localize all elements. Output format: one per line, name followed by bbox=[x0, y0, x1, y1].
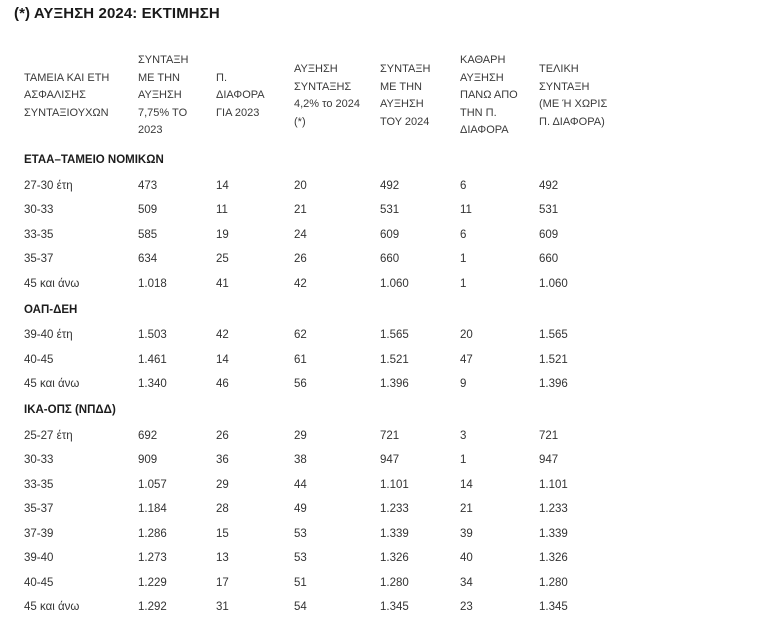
table-row bbox=[14, 348, 619, 373]
cell-pension-2024: 1.396 bbox=[370, 373, 450, 398]
cell-net-increase: 47 bbox=[450, 348, 529, 373]
cell-final-pension: 1.280 bbox=[529, 571, 619, 596]
cell-increase-2024: 44 bbox=[284, 473, 370, 498]
cell-final-pension: 660 bbox=[529, 248, 619, 273]
cell-pension-2024: 1.326 bbox=[370, 547, 450, 572]
table-row bbox=[14, 498, 619, 523]
cell-increase-2024: 62 bbox=[284, 324, 370, 349]
cell-net-increase: 20 bbox=[450, 324, 529, 349]
cell-pension-2024: 531 bbox=[370, 199, 450, 224]
cell-net-increase: 14 bbox=[450, 473, 529, 498]
cell-pension-2024: 1.233 bbox=[370, 498, 450, 523]
cell-fund-years: 40-45 bbox=[14, 348, 128, 373]
cell-net-increase: 11 bbox=[450, 199, 529, 224]
cell-pension-2024: 947 bbox=[370, 449, 450, 474]
cell-personal-difference-2023: 46 bbox=[206, 373, 284, 398]
cell-pension-2023: 1.229 bbox=[128, 571, 206, 596]
header-increase-2024: ΑΥΞΗΣΗ ΣΥΝΤΑΞΗΣ 4,2% το 2024 (*) bbox=[284, 45, 370, 147]
header-pension-2023: ΣΥΝΤΑΞΗ ΜΕ ΤΗΝ ΑΥΞΗΣΗ 7,75% ΤΟ 2023 bbox=[128, 45, 206, 147]
cell-personal-difference-2023: 42 bbox=[206, 324, 284, 349]
cell-pension-2023: 1.286 bbox=[128, 522, 206, 547]
cell-net-increase: 9 bbox=[450, 373, 529, 398]
table-header-row bbox=[14, 45, 619, 147]
cell-increase-2024: 51 bbox=[284, 571, 370, 596]
group-header-row bbox=[14, 297, 619, 324]
cell-fund-years: 40-45 bbox=[14, 571, 128, 596]
cell-increase-2024: 49 bbox=[284, 498, 370, 523]
cell-pension-2023: 473 bbox=[128, 174, 206, 199]
table-row bbox=[14, 424, 619, 449]
table-row bbox=[14, 449, 619, 474]
table-row bbox=[14, 473, 619, 498]
cell-personal-difference-2023: 28 bbox=[206, 498, 284, 523]
header-net-increase: ΚΑΘΑΡΗ ΑΥΞΗΣΗ ΠΑΝΩ ΑΠΟ ΤΗΝ Π. ΔΙΑΦΟΡΑ bbox=[450, 45, 529, 147]
page-title: (*) ΑΥΞΗΣΗ 2024: ΕΚΤΙΜΗΣΗ bbox=[14, 5, 220, 22]
cell-pension-2023: 509 bbox=[128, 199, 206, 224]
cell-final-pension: 1.326 bbox=[529, 547, 619, 572]
cell-fund-years: 37-39 bbox=[14, 522, 128, 547]
group-name: ΟΑΠ-ΔΕΗ bbox=[14, 297, 619, 324]
table-row bbox=[14, 373, 619, 398]
cell-pension-2023: 1.057 bbox=[128, 473, 206, 498]
cell-final-pension: 1.233 bbox=[529, 498, 619, 523]
cell-pension-2023: 1.018 bbox=[128, 272, 206, 297]
cell-pension-2023: 1.273 bbox=[128, 547, 206, 572]
cell-pension-2024: 721 bbox=[370, 424, 450, 449]
cell-fund-years: 39-40 bbox=[14, 547, 128, 572]
cell-net-increase: 34 bbox=[450, 571, 529, 596]
cell-pension-2023: 692 bbox=[128, 424, 206, 449]
table-row bbox=[14, 223, 619, 248]
header-personal-difference-2023: Π. ΔΙΑΦΟΡΑ ΓΙΑ 2023 bbox=[206, 45, 284, 147]
header-final-pension: ΤΕΛΙΚΗ ΣΥΝΤΑΞΗ (ΜΕ Ή ΧΩΡΙΣ Π. ΔΙΑΦΟΡΑ) bbox=[529, 45, 619, 147]
cell-net-increase: 1 bbox=[450, 248, 529, 273]
cell-fund-years: 30-33 bbox=[14, 199, 128, 224]
cell-personal-difference-2023: 29 bbox=[206, 473, 284, 498]
table-row bbox=[14, 571, 619, 596]
cell-final-pension: 1.521 bbox=[529, 348, 619, 373]
cell-pension-2023: 1.340 bbox=[128, 373, 206, 398]
table-row bbox=[14, 324, 619, 349]
header-fund-years: ΤΑΜΕΙΑ ΚΑΙ ΕΤΗ ΑΣΦΑΛΙΣΗΣ ΣΥΝΤΑΞΙΟΥΧΩΝ bbox=[14, 45, 128, 147]
table-row bbox=[14, 199, 619, 224]
cell-final-pension: 609 bbox=[529, 223, 619, 248]
cell-personal-difference-2023: 36 bbox=[206, 449, 284, 474]
cell-personal-difference-2023: 14 bbox=[206, 174, 284, 199]
table-row bbox=[14, 547, 619, 572]
cell-pension-2023: 585 bbox=[128, 223, 206, 248]
cell-personal-difference-2023: 13 bbox=[206, 547, 284, 572]
cell-personal-difference-2023: 17 bbox=[206, 571, 284, 596]
cell-fund-years: 27-30 έτη bbox=[14, 174, 128, 199]
table-row bbox=[14, 522, 619, 547]
cell-fund-years: 45 και άνω bbox=[14, 373, 128, 398]
cell-increase-2024: 53 bbox=[284, 522, 370, 547]
cell-fund-years: 35-37 bbox=[14, 498, 128, 523]
cell-final-pension: 492 bbox=[529, 174, 619, 199]
cell-personal-difference-2023: 19 bbox=[206, 223, 284, 248]
table-row bbox=[14, 248, 619, 273]
cell-increase-2024: 21 bbox=[284, 199, 370, 224]
cell-personal-difference-2023: 41 bbox=[206, 272, 284, 297]
cell-net-increase: 40 bbox=[450, 547, 529, 572]
cell-personal-difference-2023: 25 bbox=[206, 248, 284, 273]
cell-increase-2024: 38 bbox=[284, 449, 370, 474]
cell-pension-2024: 660 bbox=[370, 248, 450, 273]
group-name: ΙΚΑ-ΟΠΣ (ΝΠΔΔ) bbox=[14, 397, 619, 424]
cell-fund-years: 35-37 bbox=[14, 248, 128, 273]
cell-net-increase: 1 bbox=[450, 449, 529, 474]
cell-pension-2024: 1.060 bbox=[370, 272, 450, 297]
cell-final-pension: 1.101 bbox=[529, 473, 619, 498]
table-body bbox=[14, 147, 619, 620]
cell-pension-2024: 1.339 bbox=[370, 522, 450, 547]
cell-final-pension: 1.060 bbox=[529, 272, 619, 297]
cell-increase-2024: 53 bbox=[284, 547, 370, 572]
header-pension-2024: ΣΥΝΤΑΞΗ ΜΕ ΤΗΝ ΑΥΞΗΣΗ ΤΟΥ 2024 bbox=[370, 45, 450, 147]
cell-increase-2024: 29 bbox=[284, 424, 370, 449]
cell-pension-2023: 1.184 bbox=[128, 498, 206, 523]
cell-fund-years: 45 και άνω bbox=[14, 596, 128, 620]
cell-net-increase: 23 bbox=[450, 596, 529, 620]
cell-net-increase: 21 bbox=[450, 498, 529, 523]
cell-final-pension: 1.565 bbox=[529, 324, 619, 349]
cell-pension-2023: 634 bbox=[128, 248, 206, 273]
cell-personal-difference-2023: 15 bbox=[206, 522, 284, 547]
cell-final-pension: 947 bbox=[529, 449, 619, 474]
cell-fund-years: 45 και άνω bbox=[14, 272, 128, 297]
cell-final-pension: 531 bbox=[529, 199, 619, 224]
table-row bbox=[14, 174, 619, 199]
cell-fund-years: 33-35 bbox=[14, 473, 128, 498]
cell-pension-2024: 1.345 bbox=[370, 596, 450, 620]
cell-net-increase: 6 bbox=[450, 223, 529, 248]
cell-pension-2024: 1.101 bbox=[370, 473, 450, 498]
cell-net-increase: 39 bbox=[450, 522, 529, 547]
group-name: ΕΤΑΑ–ΤΑΜΕΙΟ ΝΟΜΙΚΩΝ bbox=[14, 147, 619, 174]
cell-increase-2024: 42 bbox=[284, 272, 370, 297]
cell-increase-2024: 26 bbox=[284, 248, 370, 273]
cell-increase-2024: 61 bbox=[284, 348, 370, 373]
group-header-row bbox=[14, 397, 619, 424]
cell-final-pension: 1.339 bbox=[529, 522, 619, 547]
cell-pension-2024: 609 bbox=[370, 223, 450, 248]
cell-personal-difference-2023: 31 bbox=[206, 596, 284, 620]
pension-increase-table bbox=[14, 45, 619, 620]
cell-personal-difference-2023: 14 bbox=[206, 348, 284, 373]
cell-increase-2024: 54 bbox=[284, 596, 370, 620]
cell-net-increase: 6 bbox=[450, 174, 529, 199]
cell-personal-difference-2023: 26 bbox=[206, 424, 284, 449]
cell-increase-2024: 20 bbox=[284, 174, 370, 199]
cell-net-increase: 3 bbox=[450, 424, 529, 449]
group-header-row bbox=[14, 147, 619, 174]
cell-fund-years: 30-33 bbox=[14, 449, 128, 474]
cell-pension-2023: 909 bbox=[128, 449, 206, 474]
cell-pension-2024: 492 bbox=[370, 174, 450, 199]
cell-pension-2024: 1.280 bbox=[370, 571, 450, 596]
cell-pension-2023: 1.292 bbox=[128, 596, 206, 620]
cell-fund-years: 25-27 έτη bbox=[14, 424, 128, 449]
cell-net-increase: 1 bbox=[450, 272, 529, 297]
cell-pension-2023: 1.503 bbox=[128, 324, 206, 349]
cell-final-pension: 721 bbox=[529, 424, 619, 449]
cell-pension-2024: 1.565 bbox=[370, 324, 450, 349]
table-row bbox=[14, 272, 619, 297]
cell-pension-2023: 1.461 bbox=[128, 348, 206, 373]
cell-increase-2024: 24 bbox=[284, 223, 370, 248]
cell-final-pension: 1.396 bbox=[529, 373, 619, 398]
table-row bbox=[14, 596, 619, 620]
cell-fund-years: 33-35 bbox=[14, 223, 128, 248]
cell-increase-2024: 56 bbox=[284, 373, 370, 398]
cell-pension-2024: 1.521 bbox=[370, 348, 450, 373]
cell-final-pension: 1.345 bbox=[529, 596, 619, 620]
cell-personal-difference-2023: 11 bbox=[206, 199, 284, 224]
cell-fund-years: 39-40 έτη bbox=[14, 324, 128, 349]
